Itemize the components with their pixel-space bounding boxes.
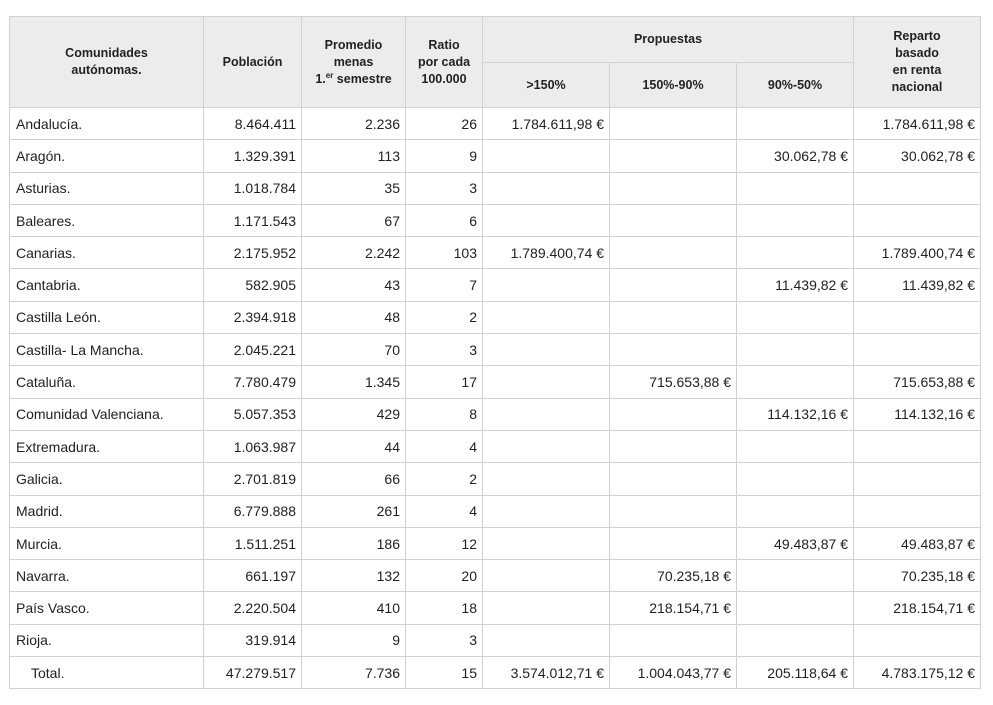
cell-propuesta-150 [483,527,610,559]
cell-comunidad: Castilla- La Mancha. [10,334,204,366]
cell-poblacion: 6.779.888 [204,495,302,527]
table-row [10,334,981,366]
cell-propuesta-150 [483,334,610,366]
header-sub-150-90: 150%-90% [610,63,737,108]
cell-propuesta-150-90: 715.653,88 € [610,366,737,398]
cell-propuesta-90-50 [737,430,854,462]
cell-propuesta-150 [483,430,610,462]
cell-ratio: 3 [406,334,483,366]
header-reparto-line1: Reparto [893,29,941,43]
cell-propuesta-150-90 [610,204,737,236]
cell-propuesta-150-90 [610,334,737,366]
header-reparto-line4: nacional [891,80,943,94]
header-promedio-line1: Promedio [324,37,383,52]
cell-promedio: 9 [302,624,406,656]
cell-propuesta-150-90 [610,108,737,140]
table-row [10,172,981,204]
table-row [10,527,981,559]
cell-propuesta-90-50: 11.439,82 € [737,269,854,301]
cell-propuesta-90-50: 114.132,16 € [737,398,854,430]
cell-poblacion: 8.464.411 [204,108,302,140]
cell-ratio: 26 [406,108,483,140]
cell-ratio: 15 [406,657,483,689]
cell-propuesta-90-50 [737,172,854,204]
cell-ratio: 4 [406,430,483,462]
cell-propuesta-150-90 [610,172,737,204]
cell-promedio: 410 [302,592,406,624]
header-ratio [406,17,483,108]
cell-propuesta-150-90 [610,237,737,269]
cell-reparto: 218.154,71 € [854,592,981,624]
cell-propuesta-150 [483,495,610,527]
header-poblacion-label: Población [222,54,283,69]
cell-poblacion: 1.511.251 [204,527,302,559]
cell-comunidad: Total. [10,657,204,689]
cell-ratio: 12 [406,527,483,559]
cell-reparto [854,624,981,656]
table-row [10,495,981,527]
table-row [10,624,981,656]
header-promedio-line2: menas [333,54,374,69]
cell-propuesta-90-50 [737,334,854,366]
cell-ratio: 103 [406,237,483,269]
cell-propuesta-150 [483,140,610,172]
table-body [10,108,981,689]
cell-promedio: 48 [302,301,406,333]
cell-promedio: 1.345 [302,366,406,398]
header-promedio-sup: er [325,70,334,80]
cell-propuesta-90-50: 205.118,64 € [737,657,854,689]
cell-propuesta-150-90 [610,527,737,559]
cell-promedio: 2.242 [302,237,406,269]
cell-propuesta-90-50: 49.483,87 € [737,527,854,559]
cell-propuesta-150-90 [610,301,737,333]
cell-reparto [854,301,981,333]
cell-poblacion: 2.701.819 [204,463,302,495]
header-promedio [302,17,406,108]
cell-propuesta-90-50 [737,495,854,527]
table-row [10,237,981,269]
cell-poblacion: 2.220.504 [204,592,302,624]
cell-propuesta-150 [483,398,610,430]
header-ratio-line1: Ratio [428,37,460,52]
cell-reparto: 4.783.175,12 € [854,657,981,689]
cell-promedio: 67 [302,204,406,236]
header-promedio-rest: semestre [333,71,392,86]
cell-comunidad: Extremadura. [10,430,204,462]
cell-propuesta-150-90: 1.004.043,77 € [610,657,737,689]
cell-poblacion: 661.197 [204,560,302,592]
cell-propuesta-90-50 [737,624,854,656]
cell-ratio: 8 [406,398,483,430]
cell-propuesta-90-50 [737,592,854,624]
header-comunidades [10,17,204,108]
cell-propuesta-90-50 [737,108,854,140]
cell-comunidad: Cantabria. [10,269,204,301]
cell-poblacion: 7.780.479 [204,366,302,398]
cell-propuesta-150-90: 218.154,71 € [610,592,737,624]
cell-ratio: 3 [406,624,483,656]
header-poblacion [204,17,302,108]
cell-propuesta-150 [483,463,610,495]
header-reparto [854,17,981,108]
cell-poblacion: 582.905 [204,269,302,301]
cell-comunidad: Madrid. [10,495,204,527]
cell-comunidad: Andalucía. [10,108,204,140]
cell-propuesta-150 [483,366,610,398]
header-propuestas: Propuestas [483,17,854,63]
table-row [10,560,981,592]
cell-comunidad: Comunidad Valenciana. [10,398,204,430]
header-ratio-line2: por cada [417,54,471,69]
cell-poblacion: 2.045.221 [204,334,302,366]
cell-reparto [854,430,981,462]
cell-promedio: 113 [302,140,406,172]
cell-poblacion: 1.018.784 [204,172,302,204]
data-table [9,16,981,689]
cell-poblacion: 1.171.543 [204,204,302,236]
cell-ratio: 2 [406,301,483,333]
cell-poblacion: 1.063.987 [204,430,302,462]
cell-reparto [854,204,981,236]
cell-reparto: 114.132,16 € [854,398,981,430]
cell-promedio: 70 [302,334,406,366]
cell-comunidad: Navarra. [10,560,204,592]
cell-reparto: 70.235,18 € [854,560,981,592]
table-row [10,204,981,236]
cell-propuesta-90-50 [737,463,854,495]
cell-propuesta-150 [483,301,610,333]
cell-comunidad: País Vasco. [10,592,204,624]
cell-propuesta-90-50 [737,301,854,333]
header-promedio-line3 [306,71,401,88]
cell-ratio: 18 [406,592,483,624]
table-row [10,269,981,301]
cell-ratio: 7 [406,269,483,301]
cell-propuesta-150: 1.784.611,98 € [483,108,610,140]
cell-comunidad: Castilla León. [10,301,204,333]
header-reparto-line2: basado [895,46,939,60]
cell-poblacion: 2.175.952 [204,237,302,269]
cell-propuesta-150-90 [610,140,737,172]
table-row [10,430,981,462]
header-comunidades-line2: autónomas. [71,63,142,77]
cell-reparto: 30.062,78 € [854,140,981,172]
cell-propuesta-150-90 [610,430,737,462]
cell-reparto: 1.789.400,74 € [854,237,981,269]
cell-promedio: 186 [302,527,406,559]
cell-propuesta-90-50 [737,237,854,269]
cell-propuesta-150 [483,172,610,204]
cell-ratio: 20 [406,560,483,592]
cell-reparto [854,172,981,204]
header-comunidades-line1: Comunidades [65,46,148,60]
cell-propuesta-150-90 [610,398,737,430]
cell-reparto [854,334,981,366]
cell-propuesta-150-90 [610,269,737,301]
table-row [10,398,981,430]
table-row [10,366,981,398]
cell-poblacion: 1.329.391 [204,140,302,172]
cell-comunidad: Baleares. [10,204,204,236]
cell-promedio: 2.236 [302,108,406,140]
header-sub-150: >150% [483,63,610,108]
cell-propuesta-150-90 [610,624,737,656]
table-row [10,592,981,624]
cell-propuesta-150-90: 70.235,18 € [610,560,737,592]
cell-comunidad: Rioja. [10,624,204,656]
cell-comunidad: Asturias. [10,172,204,204]
cell-reparto: 11.439,82 € [854,269,981,301]
cell-reparto [854,495,981,527]
cell-ratio: 3 [406,172,483,204]
cell-promedio: 35 [302,172,406,204]
cell-comunidad: Aragón. [10,140,204,172]
cell-poblacion: 5.057.353 [204,398,302,430]
cell-comunidad: Galicia. [10,463,204,495]
cell-poblacion: 319.914 [204,624,302,656]
table-row [10,140,981,172]
cell-propuesta-150 [483,269,610,301]
cell-promedio: 261 [302,495,406,527]
header-row [10,17,981,63]
table-container [9,16,981,689]
total-row [10,657,981,689]
cell-promedio: 132 [302,560,406,592]
cell-promedio: 43 [302,269,406,301]
table-header [10,17,981,108]
cell-promedio: 429 [302,398,406,430]
cell-propuesta-90-50 [737,366,854,398]
cell-propuesta-150: 1.789.400,74 € [483,237,610,269]
cell-reparto [854,463,981,495]
header-reparto-line3: en renta [892,63,942,77]
cell-promedio: 66 [302,463,406,495]
cell-propuesta-150 [483,624,610,656]
cell-poblacion: 2.394.918 [204,301,302,333]
header-ratio-line3: 100.000 [421,71,467,86]
cell-ratio: 6 [406,204,483,236]
cell-propuesta-150 [483,592,610,624]
cell-propuesta-90-50 [737,204,854,236]
cell-ratio: 17 [406,366,483,398]
cell-reparto: 49.483,87 € [854,527,981,559]
cell-propuesta-150 [483,560,610,592]
cell-propuesta-150-90 [610,495,737,527]
cell-comunidad: Murcia. [10,527,204,559]
cell-promedio: 7.736 [302,657,406,689]
cell-poblacion: 47.279.517 [204,657,302,689]
cell-ratio: 4 [406,495,483,527]
table-row [10,301,981,333]
cell-propuesta-150-90 [610,463,737,495]
cell-propuesta-150 [483,204,610,236]
table-row [10,108,981,140]
cell-comunidad: Cataluña. [10,366,204,398]
cell-propuesta-90-50 [737,560,854,592]
header-sub-90-50: 90%-50% [737,63,854,108]
cell-reparto: 1.784.611,98 € [854,108,981,140]
cell-ratio: 9 [406,140,483,172]
header-promedio-num: 1. [315,71,326,86]
table-row [10,463,981,495]
cell-propuesta-90-50: 30.062,78 € [737,140,854,172]
cell-reparto: 715.653,88 € [854,366,981,398]
cell-ratio: 2 [406,463,483,495]
cell-propuesta-150: 3.574.012,71 € [483,657,610,689]
cell-comunidad: Canarias. [10,237,204,269]
cell-promedio: 44 [302,430,406,462]
